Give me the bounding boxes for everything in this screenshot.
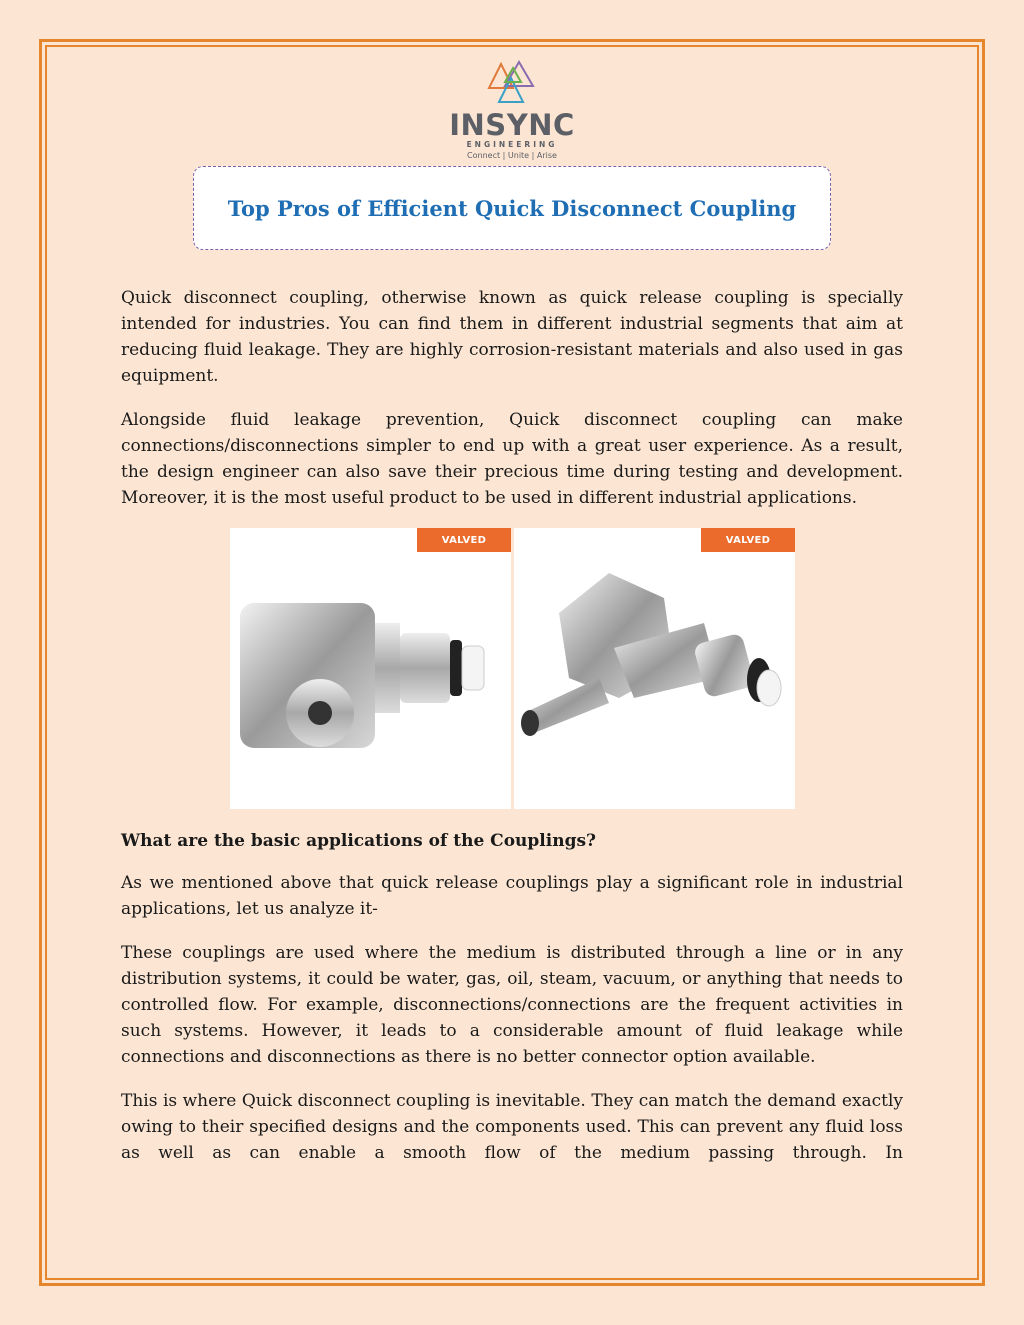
valved-badge: VALVED <box>701 528 795 552</box>
title-box <box>193 166 831 250</box>
brand-name: INSYNC <box>449 108 575 142</box>
product-image-1 <box>230 528 511 809</box>
brand-tagline: Connect | Unite | Arise <box>467 151 557 160</box>
elbow-coupling-angled-icon <box>514 528 795 809</box>
elbow-coupling-front-icon <box>230 528 511 809</box>
section-heading: What are the basic applications of the Couplings? <box>121 831 596 851</box>
brand-subtitle: ENGINEERING <box>466 140 558 149</box>
section-paragraph-1: As we mentioned above that quick release couplings play a significant role in industrial applications, let us analyze it- <box>121 873 903 919</box>
valved-badge: VALVED <box>417 528 511 552</box>
product-image-2 <box>514 528 795 809</box>
page-title: Top Pros of Efficient Quick Disconnect Coupling <box>227 195 797 221</box>
brand-logo <box>440 58 584 168</box>
section-paragraph-2: These couplings are used where the medium is distributed through a line or in any distribution systems, it could be water, gas, oil, steam, vacuum, or anything that needs to controlled flow. For example, disconnections/connections are the frequent activities in such systems. However, it leads to a considerable amount of fluid leakage while connections and disconnections as there is no better connector option available. <box>121 943 903 1067</box>
intro-paragraph-2: Alongside fluid leakage prevention, Quick disconnect coupling can make connections/disconnections simpler to end up with a great user experience. As a result, the design engineer can also save their precious time during testing and development. Moreover, it is the most useful product to be used in different industrial applications. <box>121 410 903 508</box>
section-paragraph-3: This is where Quick disconnect coupling is inevitable. They can match the demand exactly owing to their specified designs and the components used. This can prevent any fluid loss as well as can enable a smooth flow of the medium passing through. In <box>121 1091 903 1163</box>
triangle-logo-icon <box>487 58 537 106</box>
intro-paragraph-1: Quick disconnect coupling, otherwise known as quick release coupling is specially intended for industries. You can find them in different industrial segments that aim at reducing fluid leakage. They are highly corrosion-resistant materials and also used in gas equipment. <box>121 288 903 386</box>
